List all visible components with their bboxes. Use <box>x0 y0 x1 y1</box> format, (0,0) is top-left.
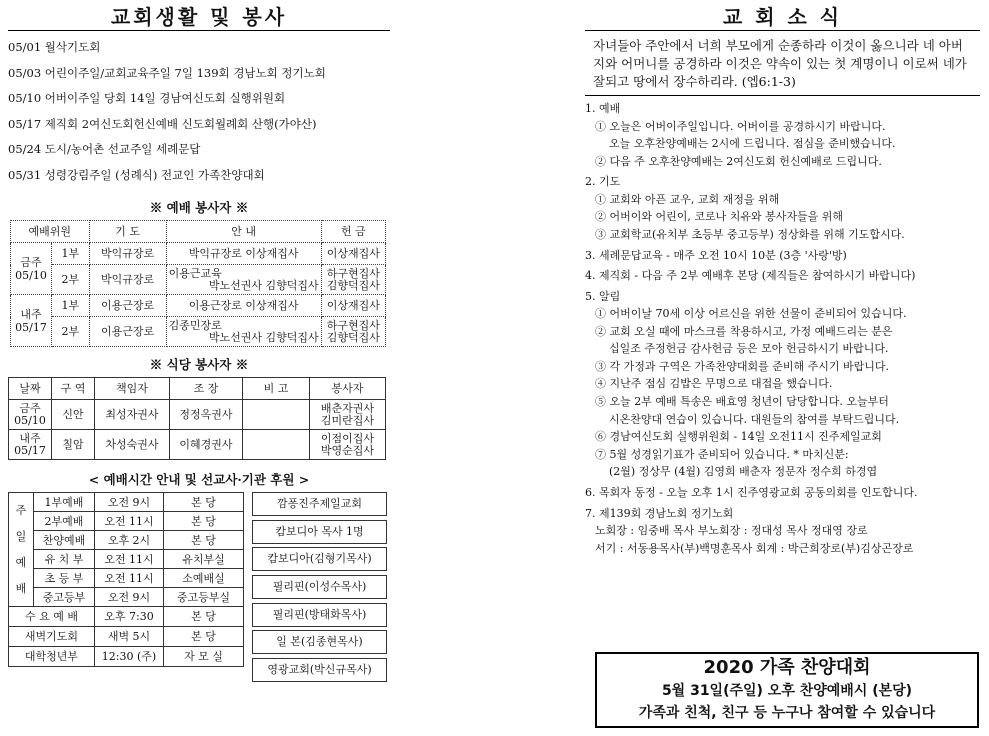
news-line: ② 교회 오실 때에 마스크를 착용하시고, 가정 예배드리는 분은 <box>595 324 893 338</box>
service-name-cell: 찬양예배 <box>34 531 95 550</box>
worship-row <box>11 295 386 317</box>
kitchen-volunteers-title: ※ 식당 봉사자 ※ <box>149 357 249 372</box>
offering-cell <box>321 317 385 347</box>
service-name-cell: 1부예배 <box>34 493 95 512</box>
family-praise-notice-box <box>595 652 979 728</box>
kitchen-date-cell <box>9 430 52 460</box>
schedule-area <box>8 492 390 680</box>
week-date: 05/17 <box>15 320 47 334</box>
schedule-row <box>9 607 244 627</box>
service-time-cell: 오전 9시 <box>95 493 164 512</box>
mission-support-list <box>252 492 387 686</box>
guide-line: 박익규장로 이상재집사 <box>188 246 299 260</box>
worship-header-cell: 안 내 <box>166 221 321 243</box>
kitchen-header-cell: 조 장 <box>170 378 243 400</box>
worship-header-row <box>11 221 386 243</box>
prayer-cell: 이용근장로 <box>89 295 166 317</box>
offering-line: 김향덕집사 <box>326 278 380 292</box>
worship-row <box>11 317 386 347</box>
kitchen-header-cell: 비 고 <box>243 378 310 400</box>
news-list <box>585 100 980 557</box>
verse-rule <box>585 95 980 96</box>
service-time-cell: 오후 7:30 <box>95 607 164 627</box>
right-column <box>585 0 980 557</box>
guide-cell <box>166 295 321 317</box>
worship-week-cell <box>11 243 52 295</box>
news-line: ① 어버이날 70세 이상 어르신을 위한 선물이 준비되어 있습니다. <box>595 307 907 321</box>
kitchen-volunteer-cell <box>310 430 386 460</box>
support-item: 일 본(김종현목사) <box>252 630 387 654</box>
news-line: 서기 : 서동용목사(부)백명훈목사 회계 : 박근희장로(부)김상곤장로 <box>595 541 914 555</box>
bible-verse: 자녀들아 주안에서 너희 부모에게 순종하라 이것이 옳으니라 네 아버지와 어머니를 공경하라 이것은 약속이 있는 첫 계명이니 이로써 네가 잘되고 땅에서 장수하리라. (엡6:1-3) <box>593 38 967 89</box>
worship-volunteers-title: ※ 예배 봉사자 ※ <box>149 200 249 215</box>
notice-heading: 2020 가족 찬양대회 <box>703 657 871 678</box>
service-name-cell: 대학청년부 <box>9 647 95 667</box>
schedule-row <box>9 512 244 531</box>
support-item: 캄보디아(김형기목사) <box>252 547 387 571</box>
offering-cell <box>321 243 385 265</box>
kitchen-week: 내주 <box>19 431 41 445</box>
sunday-label-char: 주 <box>15 503 27 517</box>
week-date: 05/10 <box>15 268 47 282</box>
service-part-cell: 1부 <box>52 243 90 265</box>
schedule-row <box>9 627 244 647</box>
offering-line: 이상재집사 <box>326 246 380 260</box>
news-line: 시온찬양대 연습이 있습니다. 대원들의 참여를 부탁드립니다. <box>609 412 900 426</box>
kitchen-date: 05/10 <box>14 413 46 427</box>
news-line: ① 오늘은 어버이주일입니다. 어버이를 공경하시기 바랍니다. <box>595 119 886 133</box>
volunteer-name: 박영순집사 <box>320 443 375 457</box>
support-item: 필리핀(이성수목사) <box>252 575 387 599</box>
guide-line: 이용근장로 이상재집사 <box>188 298 299 312</box>
service-place-cell: 본 당 <box>164 607 244 627</box>
prayer-cell: 이용근장로 <box>89 317 166 347</box>
service-time-cell: 오후 2시 <box>95 531 164 550</box>
kitchen-area-cell: 신안 <box>52 400 95 430</box>
news-line: ② 다음 주 오후찬양예배는 2여신도회 헌신예배로 드립니다. <box>595 154 882 168</box>
offering-cell <box>321 295 385 317</box>
guide-cell <box>166 317 321 347</box>
kitchen-row <box>9 400 386 430</box>
service-part-cell: 1부 <box>52 295 90 317</box>
volunteer-name: 김미란집사 <box>320 413 375 427</box>
kitchen-leader-cell: 차성숙권사 <box>95 430 170 460</box>
worship-row <box>11 243 386 265</box>
sunday-label-char: 배 <box>15 581 27 595</box>
event-item: 05/10 어버이주일 당회 14일 경남여신도회 실행위원회 <box>8 91 286 105</box>
week-label: 금주 <box>20 255 42 269</box>
kitchen-chief-cell: 이혜경권사 <box>170 430 243 460</box>
guide-cell <box>166 243 321 265</box>
guide-line: 이용근교육 <box>168 266 222 280</box>
sunday-label-char: 예 <box>15 555 27 569</box>
title-rule <box>8 30 390 31</box>
schedule-row <box>9 493 244 512</box>
news-line: ⑤ 오늘 2부 예배 특송은 배효영 청년이 담당합니다. 오늘부터 <box>595 395 889 409</box>
support-item: 캄보디아 목사 1명 <box>252 520 387 544</box>
kitchen-header-cell: 날짜 <box>9 378 52 400</box>
news-line: 7. 제139회 경남노회 정기노회 <box>585 506 734 520</box>
sunday-label-char: 일 <box>15 529 27 543</box>
kitchen-area-cell: 칠암 <box>52 430 95 460</box>
news-line: (2월) 정상무 (4월) 김영희 배춘자 정문자 정수희 하경엽 <box>609 465 878 479</box>
service-time-cell: 새벽 5시 <box>95 627 164 647</box>
guide-line: 박노선권사 김향덕집사 <box>208 330 319 344</box>
schedule-row <box>9 550 244 569</box>
event-item: 05/17 제직회 2여신도회헌신예배 신도회월례회 산행(가야산) <box>8 116 317 131</box>
prayer-cell: 박익규장로 <box>89 265 166 295</box>
news-line: ③ 각 가정과 구역은 가족찬양대회를 준비해 주시기 바랍니다. <box>595 359 889 373</box>
offering-line: 이상재집사 <box>326 298 380 312</box>
week-label: 내주 <box>20 307 42 321</box>
kitchen-date: 05/17 <box>14 443 46 457</box>
service-place-cell: 본 당 <box>164 627 244 647</box>
worship-volunteers-table <box>10 220 386 347</box>
support-item: 깜퐁진주제일교회 <box>252 492 387 516</box>
offering-cell <box>321 265 385 295</box>
service-place-cell: 본 당 <box>164 512 244 531</box>
kitchen-leader-cell: 최성자권사 <box>95 400 170 430</box>
offering-line: 김향덕집사 <box>326 330 380 344</box>
worship-row <box>11 265 386 295</box>
service-time-cell: 오전 11시 <box>95 550 164 569</box>
support-item: 필리핀(방태화목사) <box>252 603 387 627</box>
service-name-cell: 중고등부 <box>34 588 95 607</box>
news-line: 5. 알림 <box>585 289 621 303</box>
service-name-cell: 초 등 부 <box>34 569 95 588</box>
service-time-cell: 오전 11시 <box>95 569 164 588</box>
service-time-cell: 오전 9시 <box>95 588 164 607</box>
service-time-cell: 12:30 (주) <box>95 647 164 667</box>
offering-line: 하구현집사 <box>326 266 380 280</box>
kitchen-chief-cell: 정정옥권사 <box>170 400 243 430</box>
schedule-row <box>9 569 244 588</box>
service-name-cell: 유 치 부 <box>34 550 95 569</box>
volunteer-name: 이점이집사 <box>320 431 375 445</box>
kitchen-header-cell: 봉사자 <box>310 378 386 400</box>
news-line: ⑥ 경남여신도회 실행위원회 - 14일 오전11시 진주제일교회 <box>595 430 882 444</box>
notice-date: 5월 31일(주일) 오후 찬양예배시 (본당) <box>661 683 913 699</box>
service-place-cell: 본 당 <box>164 531 244 550</box>
news-line: ④ 지난주 점심 김밥은 무명으로 대접을 했습니다. <box>595 377 833 391</box>
news-line: ② 어버이와 어린이, 코로나 치유와 봉사자들을 위해 <box>595 210 843 224</box>
service-place-cell: 중고등부실 <box>164 588 244 607</box>
left-column <box>8 0 390 680</box>
news-line: ⑦ 5월 성경읽기표가 준비되어 있습니다. * 마치신분: <box>595 447 849 461</box>
schedule-row <box>9 588 244 607</box>
worship-week-cell <box>11 295 52 347</box>
news-line: ③ 교회학교(유치부 초등부 중고등부) 정상화를 위해 기도합시다. <box>595 227 905 241</box>
news-line: 십일조 주정헌금 감사헌금 등은 모아 헌금하시기 바랍니다. <box>609 342 889 356</box>
event-item: 05/03 어린이주일/교회교육주일 7일 139회 경남노회 정기노회 <box>8 65 326 80</box>
church-life-title: 교회생활 및 봉사 <box>110 5 288 29</box>
service-name-cell: 2부예배 <box>34 512 95 531</box>
news-line: 4. 제직회 - 다음 주 2부 예배후 본당 (제직들은 참여하시기 바랍니다) <box>585 269 916 283</box>
kitchen-note-cell <box>243 400 310 430</box>
kitchen-header-cell: 책임자 <box>95 378 170 400</box>
news-line: 노회장 : 임중배 목사 부노회장 : 정대성 목사 정대영 장로 <box>595 524 868 537</box>
news-line: 2. 기도 <box>585 175 621 189</box>
event-item: 05/24 도시/농어촌 선교주일 세례문답 <box>8 142 201 156</box>
notice-invite: 가족과 친척, 친구 등 누구나 참여할 수 있습니다 <box>638 705 936 721</box>
worship-header-cell: 기 도 <box>89 221 166 243</box>
service-place-cell: 유치부실 <box>164 550 244 569</box>
service-time-cell: 오전 11시 <box>95 512 164 531</box>
guide-line: 박노선권사 김향덕집사 <box>208 278 319 292</box>
schedule-row <box>9 531 244 550</box>
service-place-cell: 본 당 <box>164 493 244 512</box>
kitchen-week: 금주 <box>19 401 41 415</box>
kitchen-row <box>9 430 386 460</box>
kitchen-header-row <box>9 378 386 400</box>
offering-line: 하구현집사 <box>326 318 380 332</box>
service-part-cell: 2부 <box>52 265 90 295</box>
kitchen-volunteers-table <box>8 377 386 460</box>
worship-schedule-table <box>8 492 244 667</box>
kitchen-date-cell <box>9 400 52 430</box>
news-line: 오늘 오후찬양예배는 2시에 드립니다. 점심을 준비했습니다. <box>609 137 896 151</box>
service-name-cell: 새벽기도회 <box>9 627 95 647</box>
news-line: 3. 세례문답교육 - 매주 오전 10시 10분 (3층 '사랑'방) <box>585 248 847 262</box>
church-news-title: 교 회 소 식 <box>722 5 843 29</box>
news-line: 6. 목회자 동정 - 오늘 오후 1시 진주영광교회 공동의회를 인도합니다. <box>585 486 918 499</box>
event-item: 05/01 월삭기도회 <box>8 40 101 54</box>
news-line: 1. 예배 <box>585 102 621 115</box>
worship-header-cell: 헌 금 <box>321 221 385 243</box>
event-list <box>8 35 390 188</box>
event-item: 05/31 성령강림주일 (성례식) 전교인 가족찬양대회 <box>8 167 265 182</box>
service-place-cell: 소예배실 <box>164 569 244 588</box>
worship-header-cell: 예배위원 <box>11 221 90 243</box>
kitchen-header-cell: 구 역 <box>52 378 95 400</box>
service-place-cell: 자 모 실 <box>164 647 244 667</box>
kitchen-note-cell <box>243 430 310 460</box>
kitchen-volunteer-cell <box>310 400 386 430</box>
guide-line: 김종민장로 <box>168 318 222 332</box>
news-line: ① 교회와 아픈 교우, 교회 재정을 위해 <box>595 192 780 206</box>
sunday-service-label <box>9 493 34 607</box>
guide-cell <box>166 265 321 295</box>
schedule-row <box>9 647 244 667</box>
service-part-cell: 2부 <box>52 317 90 347</box>
service-name-cell: 수 요 예 배 <box>9 607 95 627</box>
volunteer-name: 배춘자권사 <box>320 401 375 415</box>
support-item: 영광교회(박신규목사) <box>252 658 387 682</box>
schedule-title: < 예배시간 안내 및 선교사·기관 후원 > <box>88 472 310 487</box>
prayer-cell: 박익규장로 <box>89 243 166 265</box>
